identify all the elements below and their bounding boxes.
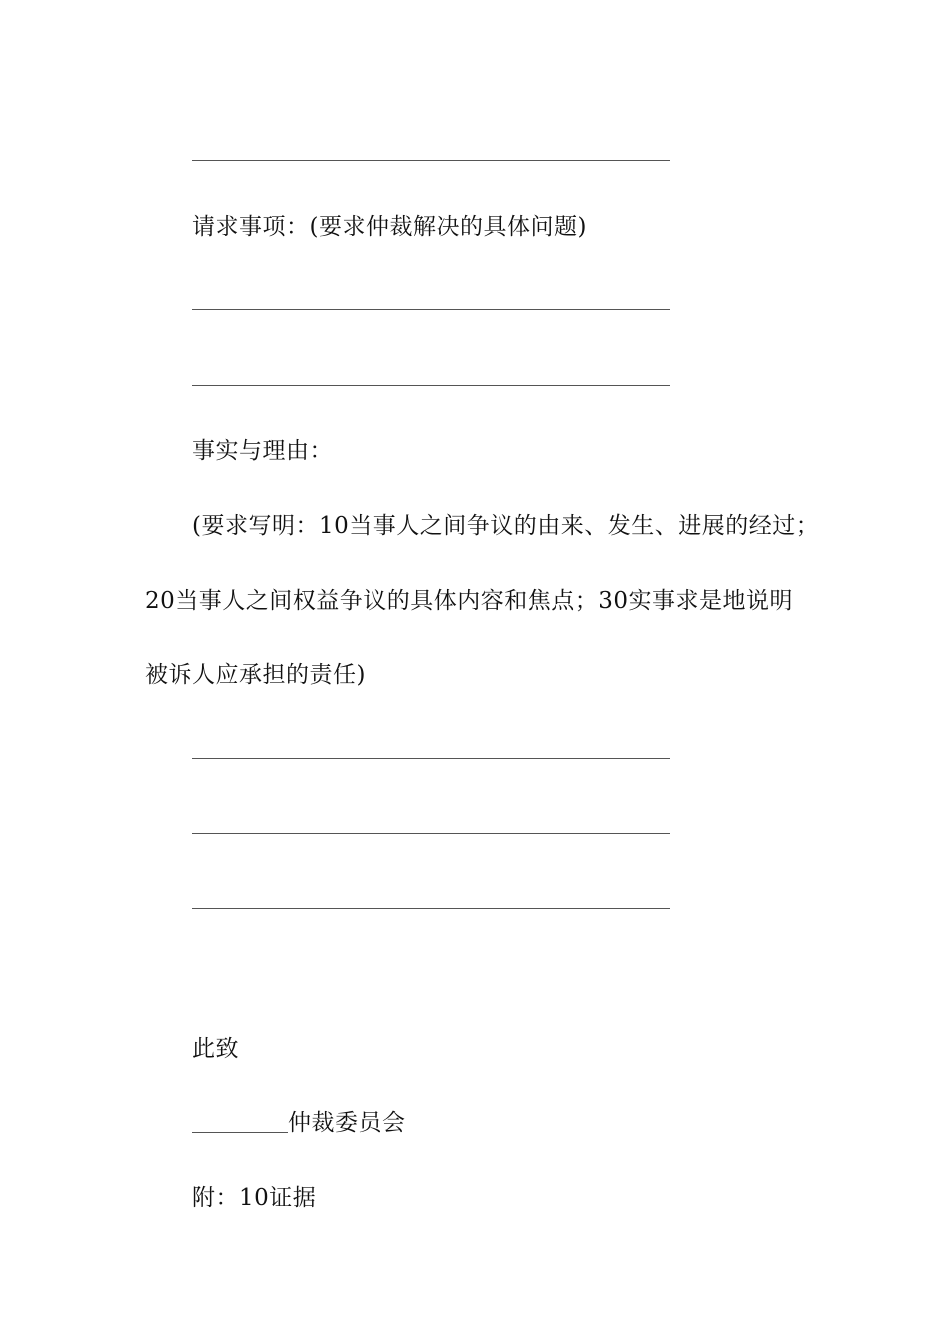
blank-line-top[interactable] xyxy=(192,160,670,161)
facts-instruction-line-1: (要求写明：10当事人之间争议的由来、发生、进展的经过； xyxy=(192,513,820,539)
attachment-text: 附：10证据 xyxy=(192,1185,317,1211)
request-blank-line-2[interactable] xyxy=(192,385,670,386)
request-heading: 请求事项：(要求仲裁解决的具体问题) xyxy=(192,214,587,240)
closing-text: 此致 xyxy=(192,1036,239,1062)
facts-blank-line-3[interactable] xyxy=(192,908,670,909)
facts-instruction-line-2: 20当事人之间权益争议的具体内容和焦点；30实事求是地说明 xyxy=(145,588,794,614)
request-blank-line-1[interactable] xyxy=(192,309,670,310)
recipient-blank[interactable] xyxy=(192,1110,288,1133)
recipient-suffix: 仲裁委员会 xyxy=(288,1110,406,1136)
facts-blank-line-2[interactable] xyxy=(192,833,670,834)
recipient-line xyxy=(192,1108,406,1138)
facts-heading: 事实与理由： xyxy=(192,438,333,464)
facts-blank-line-1[interactable] xyxy=(192,758,670,759)
facts-instruction-line-3: 被诉人应承担的责任) xyxy=(145,662,366,688)
